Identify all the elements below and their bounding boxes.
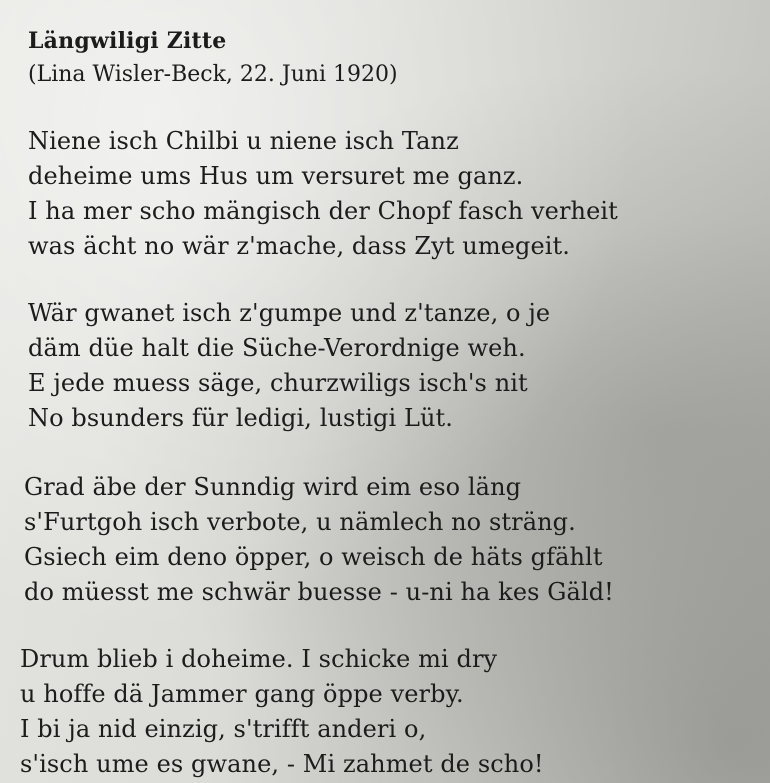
verse-line: s'isch ume es gwane, - Mi zahmet de scho! <box>20 750 544 778</box>
verse-line: I ha mer scho mängisch der Chopf fasch verheit <box>28 197 618 225</box>
verse-line: was ächt no wär z'mache, dass Zyt umegeit. <box>28 232 571 260</box>
verse-line: E jede muess säge, churzwiligs isch's nit <box>28 369 528 397</box>
verse-line: Grad äbe der Sunndig wird eim eso läng <box>24 473 522 501</box>
stanza-2 <box>28 296 550 436</box>
stanza-4 <box>20 642 544 782</box>
stanza-1 <box>28 124 618 264</box>
verse-line: deheime ums Hus um versuret me ganz. <box>28 162 524 190</box>
verse-line: Gsiech eim deno öpper, o weisch de häts gfählt <box>24 543 603 571</box>
poem-author-date: (Lina Wisler-Beck, 22. Juni 1920) <box>28 62 398 87</box>
verse-line: däm düe halt die Süche-Verordnige weh. <box>28 334 526 362</box>
verse-line: do müesst me schwär buesse - u-ni ha kes Gäld! <box>24 578 614 606</box>
poem-title: Längwiligi Zitte <box>28 28 227 54</box>
verse-line: I bi ja nid einzig, s'trifft anderi o, <box>20 715 427 743</box>
poem <box>20 24 750 778</box>
verse-line: Niene isch Chilbi u niene isch Tanz <box>28 127 459 155</box>
verse-line: Drum blieb i doheime. I schicke mi dry <box>20 645 498 673</box>
verse-line: u hoffe dä Jammer gang öppe verby. <box>20 680 464 708</box>
verse-line: Wär gwanet isch z'gumpe und z'tanze, o je <box>28 299 551 327</box>
verse-line: s'Furtgoh isch verbote, u nämlech no sträng. <box>24 508 576 536</box>
verse-line: No bsunders für ledigi, lustigi Lüt. <box>28 404 454 432</box>
stanza-3 <box>24 470 614 610</box>
